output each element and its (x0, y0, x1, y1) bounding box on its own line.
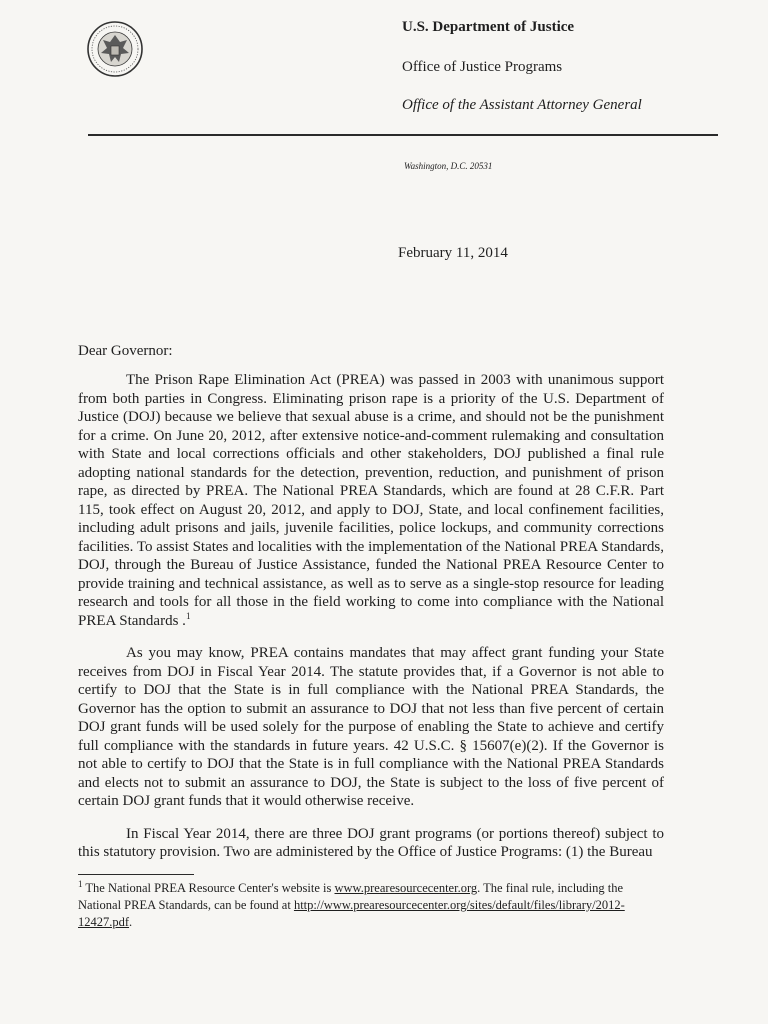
letter-date: February 11, 2014 (398, 245, 508, 261)
footnote-link-website[interactable]: www.prearesourcecenter.org (334, 881, 478, 895)
paragraph-1-text: The Prison Rape Elimination Act (PREA) was passed in 2003 with unanimous support from both parties in Congress. Eliminating prison rape is a priority of the U.S. Department of Justice (DOJ) because we believe that sexual abuse is a crime, and should not be the punishment for a crime. On June 20, 2012, after extensive notice-and-comment rulemaking and consultation with State and local corrections officials and other stakeholders, DOJ published a final rule adopting national standards for the detection, prevention, reduction, and punishment of prison rape, as directed by PREA. The National PREA Standards, which are found at 28 C.F.R. Part 115, took effect on August 20, 2012, and apply to DOJ, State, and local confinement facilities, including adult prisons and jails, juvenile facilities, police lockups, and community corrections facilities. To assist States and localities with the implementation of the National PREA Standards, DOJ, through the Bureau of Justice Assistance, funded the National PREA Resource Center to provide training and technical assistance, as well as to serve as a single-stop resource for leading research and tools for all those in the field working to come into compliance with the National PREA Standards . (78, 372, 664, 629)
footnote-text-b: . The final rule, including the National PREA Standards, can be found at (78, 881, 624, 912)
paragraph-2: As you may know, PREA contains mandates that may affect grant funding your State receives from DOJ in Fiscal Year 2014. The statute provides that, if a Governor is not able to certify to DOJ that the State is in full compliance with the National PREA Standards, the Governor has the option to submit an assurance to DOJ that not less than five percent of certain DOJ grant funds will be used solely for the purpose of enabling the State to achieve and certify full compliance with the standards in future years. 42 U.S.C. § 15607(e)(2). If the Governor is not able to certify to DOJ that the State is in full compliance with the National PREA Standards and elects not to submit an assurance to DOJ, the State is subject to the loss of five percent of certain DOJ grant funds that it would otherwise receive. (78, 645, 664, 809)
footnote (78, 880, 664, 931)
office-name: Office of Justice Programs (402, 59, 563, 75)
footnote-text-c: . (129, 915, 133, 929)
doj-seal-icon (86, 20, 144, 78)
header-divider (88, 134, 718, 136)
footnote-ref: 1 (185, 610, 191, 621)
paragraph-3: In Fiscal Year 2014, there are three DOJ grant programs (or portions thereof) subject to this statutory provision. Two are administered by the Office of Justice Programs: (1) the Bureau (78, 825, 664, 860)
letter-body (78, 371, 664, 862)
paragraph-1 (78, 371, 664, 630)
sub-office-name: Office of the Assistant Attorney General (402, 97, 642, 113)
city-line: Washington, D.C. 20531 (404, 161, 493, 171)
department-name: U.S. Department of Justice (402, 19, 575, 35)
footnote-divider (78, 874, 194, 875)
footnote-mark: 1 (78, 878, 83, 889)
salutation: Dear Governor: (78, 343, 173, 359)
footnote-text-a: The National PREA Resource Center's website is (85, 881, 335, 895)
footnote-link-rule[interactable]: http://www.prearesourcecenter.org/sites/default/files/library/2012-12427.pdf (78, 898, 625, 929)
